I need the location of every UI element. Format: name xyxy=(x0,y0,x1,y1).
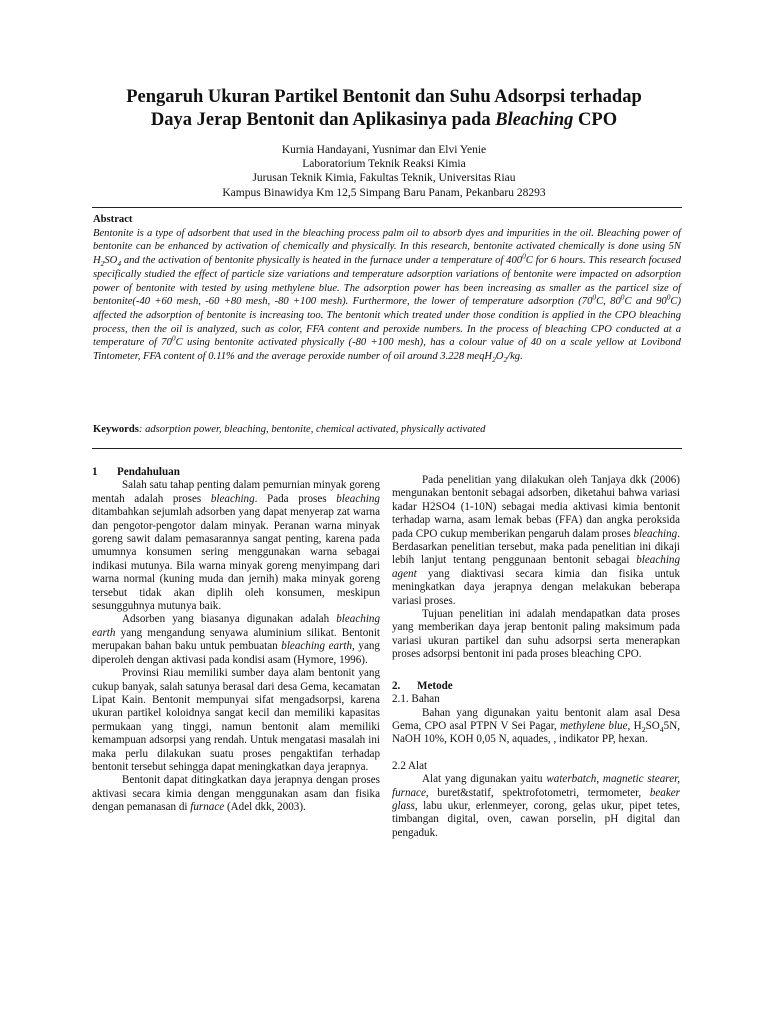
right-column xyxy=(392,474,680,840)
intro-paragraph-2: Adsorben yang biasanya digunakan adalah bleaching earth yang mengandung senyawa aluminium silikat. Bentonit merupakan bahan baku untuk pembuatan bleaching earth, yang diperoleh dengan aktivasi pada kondisi asam (Hymore, 1996). xyxy=(92,613,380,666)
author-block xyxy=(60,143,708,200)
top-divider xyxy=(92,207,682,208)
keywords-value: : adsorption power, bleaching, bentonite, chemical activated, physically activated xyxy=(138,424,486,435)
title-line-2-pre: Daya Jerap Bentonit dan Aplikasinya pada xyxy=(150,110,496,130)
subsection-2-1-heading: 2.1. Bahan xyxy=(392,693,440,706)
title-line-1: Pengaruh Ukuran Partikel Bentonit dan Suhu Adsorpsi terhadap xyxy=(126,87,642,107)
abstract-heading: Abstract xyxy=(93,214,133,225)
intro-paragraph-5: Pada penelitian yang dilakukan oleh Tanjaya dkk (2006) mengunakan bentonit sebagai adsorben, diketahui bahwa variasi kadar H2SO4 (1-10N) sebagai media aktivasi kimia bentonit terhadap warna, asam lemak bebas (FFA) dan angka peroksida pada CPO cukup memberikan pengaruh dalam proses bleaching. Berdasarkan penelitian tersebut, maka pada penelitian ini dikaji lebih lanjut tentang penggunaan bentonit sebagai bleaching agent yang diaktivasi secara kimia dan fisika untuk meningkatkan daya jerapnya dengan melakukan beberapa variasi proses. xyxy=(392,474,680,607)
bottom-divider xyxy=(92,448,682,449)
author-dept: Jurusan Teknik Kimia, Fakultas Teknik, Universitas Riau xyxy=(252,172,516,185)
intro-paragraph-6: Tujuan penelitian ini adalah mendapatkan data proses yang memberikan daya jerap bentonit paling maksimum pada variasi ukuran partikel dan suhu adsorpsi serta menerapkan proses adsorpsi bentonit ini pada proses bleaching CPO. xyxy=(392,608,680,661)
intro-paragraph-3: Provinsi Riau memiliki sumber daya alam bentonit yang cukup banyak, salah satunya berasal dari desa Gema, kecamatan Lipat Kain. Bentonit mempunyai sifat mengadsorpsi, karena ukuran partikel koloidnya sangat kecil dan memiliki kapasitas permukaan yang tinggi, namun bentonit alam memiliki kemampuan adsorpsi yang rendah. Untuk mengatasi masalah ini maka perlu dilakukan suatu proses pengaktifan terhadap bentonit tersebut sehingga dapat meningkatkan daya jerapnya. xyxy=(92,667,380,773)
intro-paragraph-1: Salah satu tahap penting dalam pemurnian minyak goreng mentah adalah proses bleaching. Pada proses bleaching ditambahkan sejumlah adsorben yang dapat menyerap zat warna dan pengotor-pengotor dalam minyak. Peranan warna minyak goreng sawit dalam pemasarannya sangat penting, karena pada umumnya konsumen sering menggunakan warna sebagai indikasi mutunya. Bila warna minyak goreng menyimpang dari warna normal (kuning muda dan jernih) maka minyak goreng tersebut tidak akan diplih oleh konsumen, meskipun sesungguhnya mutunya baik. xyxy=(92,479,380,613)
abstract xyxy=(93,213,681,364)
paper-title xyxy=(60,86,708,132)
keywords-label: Keywords xyxy=(93,424,139,435)
alat-paragraph: Alat yang digunakan yaitu waterbatch, magnetic stearer, furnace, buret&statif, spektrofotometri, termometer, beaker glass, labu ukur, erlenmeyer, corong, gelas ukur, pipet tetes, timbangan digital, oven, cawan porselin, pH digital dan pengaduk. xyxy=(392,773,680,839)
intro-paragraph-4: Bentonit dapat ditingkatkan daya jerapnya dengan proses aktivasi secara kimia dengan menggunakan asam dan fisika dengan pemanasan di furnace (Adel dkk, 2003). xyxy=(92,774,380,814)
title-line-2-italic: Bleaching xyxy=(495,110,574,130)
section-1-heading: 1 Pendahuluan xyxy=(92,466,180,478)
author-names: Kurnia Handayani, Yusnimar dan Elvi Yenie xyxy=(281,144,487,156)
left-column xyxy=(92,466,380,815)
author-campus: Kampus Binawidya Km 12,5 Simpang Baru Panam, Pekanbaru 28293 xyxy=(222,186,546,199)
abstract-body: Bentonite is a type of adsorbent that used in the bleaching process palm oil to absorb dyes and impurities in the oil. Bleaching power of bentonite can be enhanced by activation of chemically and physically. In this research, bentonite activated chemically is done using 5N $H_2SO_4$ and the activation of bentonite physically is heated in the furnace under a temperature of $400^0C$ for 6 hours. This research focused specifically studied the effect of particle size variations and temperature adsorption variations of bentonite were impacted on adsorption power of bentonite with tested by using methylene blue. The adsorption power has been increasing as smaller as the particel size of bentonite(-40 +60 mesh, -60 +80 mesh, -80 +100 mesh). Furthermore, the lower of temperature adsorption ($70^0C$, $80^0C$ and $90^0C$) affected the adsorption of bentonite is increasing too. The bentonit which treated under those condition is applied in the CPO bleaching process, then the oil is analyzed, such as color, FFA content and peroxide numbers. In the process of bleaching CPO conducted at a temperature of $70^0C$ using bentonite activated physically (-80 +100 mesh), has a colour value of 40 on a scale yellow at Lovibond Tintometer, FFA content of 0.11% and the average peroxide number of oil around 3.228 $meqH_2O_2/kg$. xyxy=(93,227,681,365)
title-line-2 xyxy=(60,109,708,132)
keywords xyxy=(93,423,681,437)
subsection-2-2-heading: 2.2 Alat xyxy=(392,759,428,772)
title-line-2-post: CPO xyxy=(573,110,618,130)
author-lab: Laboratorium Teknik Reaksi Kimia xyxy=(302,158,466,171)
section-2-heading: 2. Metode xyxy=(392,679,453,692)
bahan-paragraph: Bahan yang digunakan yaitu bentonit alam asal Desa Gema, CPO asal PTPN V Sei Pagar, methylene blue, $H_2SO_45N$, NaOH 10%, KOH 0,05 N, aquades, , indikator PP, hexan. xyxy=(392,706,681,746)
